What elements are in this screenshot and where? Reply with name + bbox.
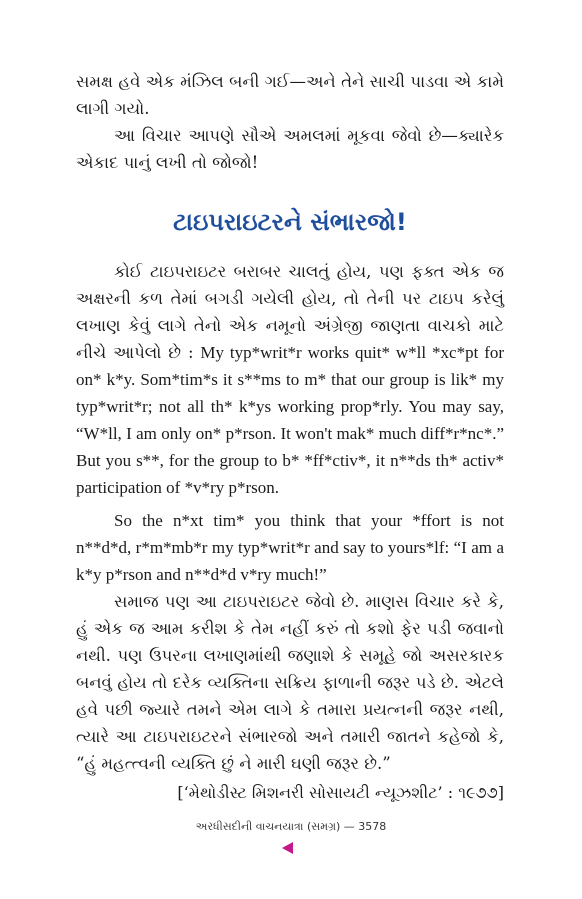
intro-paragraph-1: સમક્ષ હવે એક મંઝિલ બની ગઈ—અને તેને સાચી પાડવા એ કામે લાગી ગયો. <box>76 72 504 118</box>
page-footer: અરધીસદીની વાચનયાત્રા (સમગ્ર) — 3578 <box>195 820 387 833</box>
article-paragraph-1 <box>76 258 504 501</box>
source-citation: [‘મેથોડીસ્ટ મિશનરી સોસાયટી ન્યૂઝશીટ’ : ૧૯૭૭] <box>177 783 504 802</box>
page-content <box>76 68 504 806</box>
article-paragraph-3: સમાજ પણ આ ટાઇપરાઇટર જેવો છે. માણસ વિચાર કરે કે, હું એક જ આમ કરીશ કે તેમ નહીં કરું તો કશો ફેર પડી જવાનો નથી. પણ ઉપરના લખાણમાંથી જણાશે કે સમૂહે જો અસરકારક બનવું હોય તો દરેક વ્યક્તિના સક્રિય ફાળાની જરૂર પડે છે. એટલે હવે પછી જ્યારે તમને એમ લાગે કે તમારા પ્રયત્નની જરૂર નથી, ત્યારે આ ટાઇપરાઇટરને સંભારજો અને તમારી જાતને કહેજો કે, “હું મહત્ત્વની વ્યક્તિ છું ને મારી ઘણી જરૂર છે.” <box>76 592 504 773</box>
intro-paragraph-2: આ વિચાર આપણે સૌએ અમલમાં મૂકવા જેવો છે—ક્યારેક એકાદ પાનું લખી તો જોજો! <box>76 126 504 172</box>
paragraph-1-english: My typ*writ*r works quit* w*ll *xc*pt for on* k*y. Som*tim*s it s**ms to m* that our group is lik* my typ*writ*r; not all th* k*ys working prop*rly. You may say, “W*ll, I am only on* p*rson. It won't mak* much diff*r*nc*.” But you s**, for the group to b* *ff*ctiv*, it n**ds th* activ* participation of *v*ry p*rson. <box>76 343 505 497</box>
article-paragraph-2: So the n*xt tim* you think that your *ffort is not n**d*d, r*m*mb*r my typ*writ*r and say to yours*lf: “I am a k*y p*rson and n**d*d v*ry much!” <box>76 511 504 584</box>
prev-page-icon[interactable] <box>282 842 293 854</box>
paragraph-1-gujarati: કોઈ ટાઇપરાઇટર બરાબર ચાલતું હોય, પણ ફક્ત એક જ અક્ષરની કળ તેમાં બગડી ગયેલી હોય, તો તેની પર ટાઇપ કરેલું લખાણ કેવું લાગે તેનો એક નમૂનો અંગ્રેજી જાણતા વાચકો માટે નીચે આપેલો છે : <box>76 262 504 362</box>
article-title: ટાઇપરાઇટરને સંભારજો! <box>173 208 407 236</box>
